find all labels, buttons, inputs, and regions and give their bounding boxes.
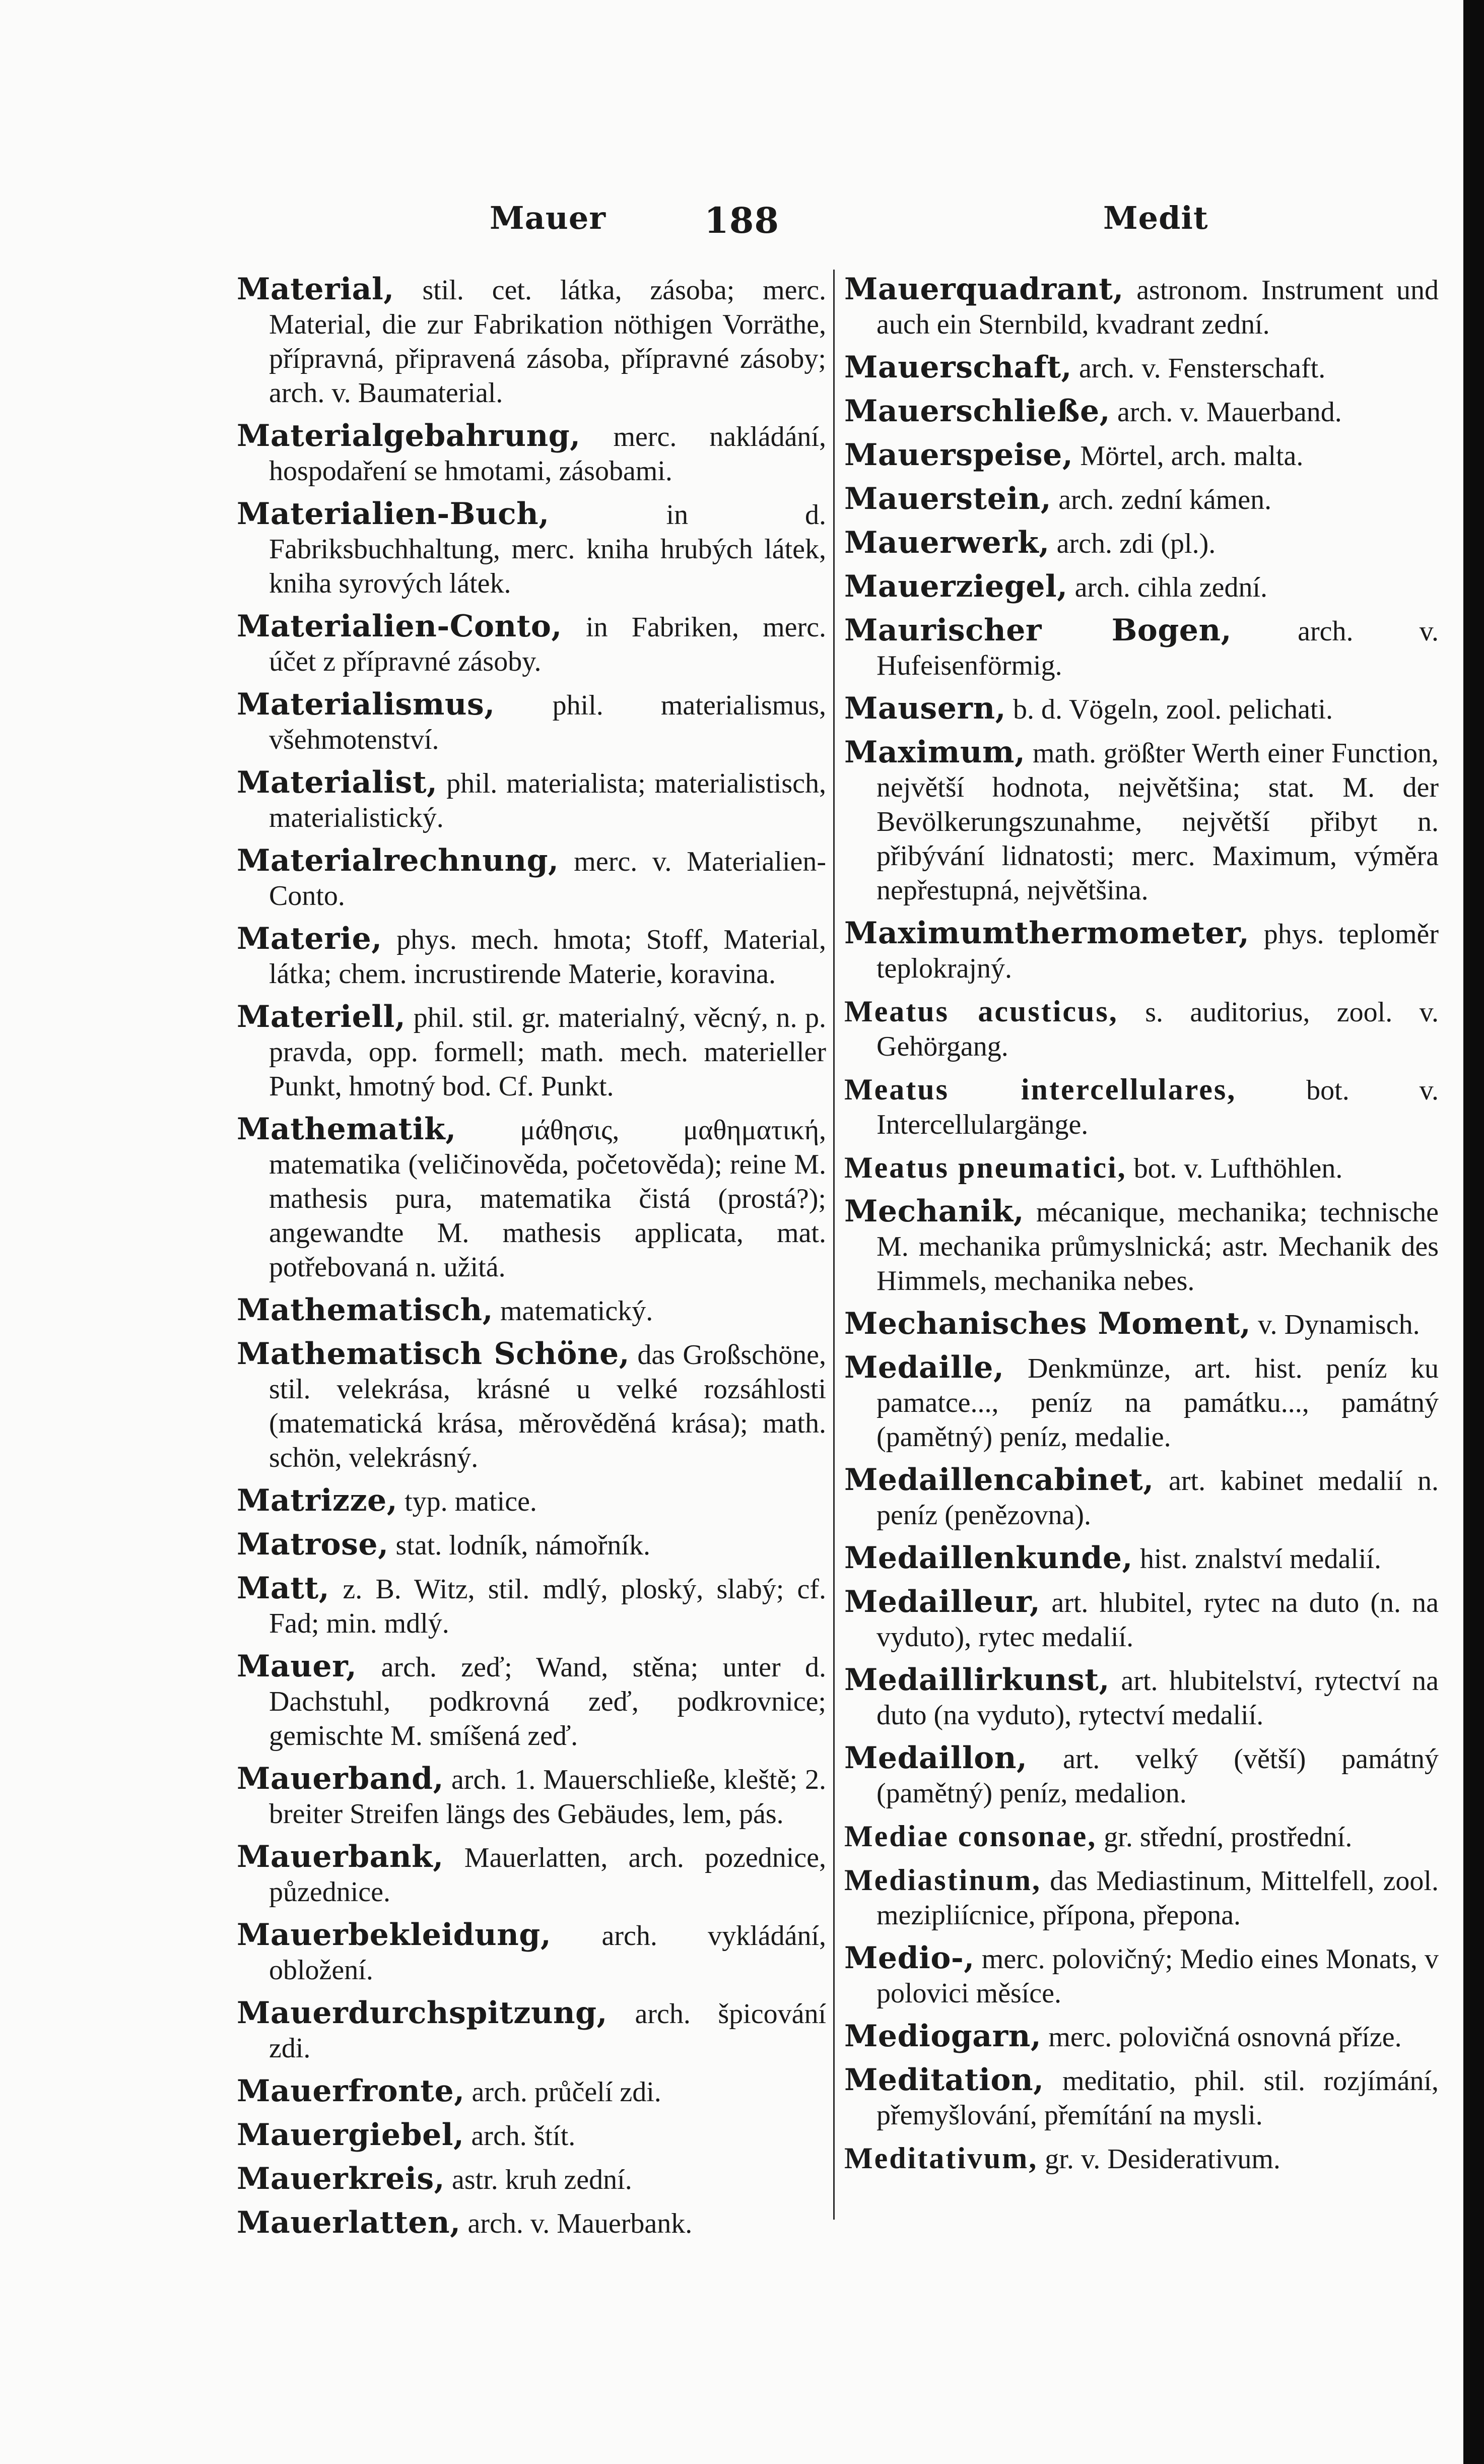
definition: art. kabinet medalií n. peníz (penězovna). bbox=[876, 1465, 1439, 1531]
definition: merc. v. Materialien-Conto. bbox=[269, 846, 827, 912]
definition: gr. v. Desiderativum. bbox=[1045, 2144, 1280, 2175]
headword: Medailleur, bbox=[844, 1584, 1041, 1619]
definition: typ. matice. bbox=[404, 1486, 537, 1517]
dictionary-entry bbox=[237, 1000, 826, 1104]
definition: merc. nakládání, hospodaření se hmotami, zásobami. bbox=[269, 421, 826, 487]
definition: arch. zeď; Wand, stěna; unter d. Dachstuhl, podkrovná zeď, podkrovnice; gemischte M. smíšená zeď. bbox=[269, 1652, 827, 1752]
headword: Mediastinum, bbox=[844, 1863, 1042, 1897]
headword: Mauerstein, bbox=[844, 481, 1052, 516]
definition: math. größter Werth einer Function, největší hodnota, největšina; stat. M. der Bevölkerungszunahme, největší přibyt n. přibývání lidnatosti; merc. Maximum, výměra nepřestupná, největšina. bbox=[876, 738, 1439, 906]
dictionary-entry bbox=[237, 2206, 826, 2241]
headword: Matrizze, bbox=[237, 1483, 398, 1518]
definition: arch. zední kámen. bbox=[1058, 484, 1272, 515]
headword: Mauerschaft, bbox=[844, 350, 1072, 385]
dictionary-entry bbox=[844, 1541, 1439, 1576]
definition: astr. kruh zední. bbox=[452, 2164, 632, 2195]
definition: μάθησις, μαθηματική, matematika (veličinověda, početověda); reine M. mathesis pura, matematika čistá (prostá?); angewandte M. mathesis applicata, mat. potřebovaná n. užitá. bbox=[269, 1115, 827, 1283]
column-divider bbox=[833, 270, 835, 2220]
headword: Mathematisch Schöne, bbox=[237, 1336, 630, 1372]
headword: Medaillencabinet, bbox=[844, 1462, 1154, 1498]
headword: Materialgebahrung, bbox=[237, 418, 581, 453]
definition: arch. cihla zední. bbox=[1074, 572, 1268, 603]
dictionary-entry bbox=[844, 482, 1439, 517]
definition: arch. špicování zdi. bbox=[269, 1998, 826, 2064]
dictionary-entry bbox=[237, 765, 826, 835]
definition: phys. mech. hmota; Stoff, Material, látka; chem. incrustirende Materie, koravina. bbox=[269, 924, 827, 990]
definition: meditatio, phil. stil. rozjímání, přemyšlování, přemítání na mysli. bbox=[876, 2065, 1439, 2131]
running-head-right: Medit bbox=[1103, 200, 1208, 236]
headword: Medio-, bbox=[844, 1940, 975, 1976]
dictionary-entry bbox=[844, 1663, 1439, 1732]
definition: z. B. Witz, stil. mdlý, ploský, slabý; cf. Fad; min. mdlý. bbox=[269, 1574, 826, 1639]
definition: arch. v. Hufeisenförmig. bbox=[876, 616, 1439, 681]
headword: Mechanisches Moment, bbox=[844, 1306, 1251, 1341]
definition: arch. zdi (pl.). bbox=[1056, 528, 1216, 559]
headword: Maximum, bbox=[844, 735, 1026, 770]
dictionary-entry bbox=[844, 2063, 1439, 2132]
definition: phys. teploměr teplokrajný. bbox=[876, 919, 1439, 984]
dictionary-entry bbox=[844, 1941, 1439, 2011]
page-number: 188 bbox=[704, 200, 780, 241]
definition: arch. štít. bbox=[471, 2120, 576, 2152]
headword: Materiell, bbox=[237, 999, 406, 1034]
headword: Mathematik, bbox=[237, 1112, 456, 1147]
dictionary-entry bbox=[844, 2019, 1439, 2054]
headword: Matrose, bbox=[237, 1527, 389, 1562]
headword: Mauergiebel, bbox=[237, 2117, 464, 2153]
dictionary-entry bbox=[237, 497, 826, 601]
definition: Mauerlatten, arch. pozednice, půzednice. bbox=[269, 1842, 826, 1908]
definition: hist. znalství medalií. bbox=[1139, 1543, 1381, 1575]
headword: Mauerkreis, bbox=[237, 2161, 445, 2196]
headword: Mauerquadrant, bbox=[844, 272, 1124, 307]
dictionary-entry bbox=[844, 1072, 1439, 1142]
headword: Mauerschließe, bbox=[844, 394, 1111, 429]
dictionary-entry bbox=[237, 687, 826, 757]
definition: arch. vykládání, obložení. bbox=[269, 1920, 827, 1986]
headword: Materialist, bbox=[237, 765, 438, 800]
definition: stat. lodník, námořník. bbox=[395, 1530, 650, 1561]
headword: Matt, bbox=[237, 1571, 330, 1606]
headword: Mauerbekleidung, bbox=[237, 1917, 552, 1953]
dictionary-entry bbox=[844, 1150, 1439, 1186]
dictionary-entry bbox=[237, 272, 826, 410]
dictionary-entry bbox=[844, 394, 1439, 429]
headword: Meatus pneumatici, bbox=[844, 1151, 1127, 1184]
left-column bbox=[237, 272, 826, 2249]
dictionary-entry bbox=[844, 569, 1439, 605]
dictionary-entry bbox=[844, 350, 1439, 385]
dictionary-entry bbox=[237, 609, 826, 679]
definition: merc. polovičná osnovná příze. bbox=[1048, 2022, 1402, 2053]
dictionary-entry bbox=[844, 613, 1439, 683]
definition: matematický. bbox=[500, 1295, 653, 1327]
dictionary-entry bbox=[844, 1463, 1439, 1532]
dictionary-entry bbox=[237, 1571, 826, 1641]
definition: arch. 1. Mauerschließe, kleště; 2. breiter Streifen längs des Gebäudes, lem, pás. bbox=[269, 1764, 826, 1830]
definition: arch. v. Fensterschaft. bbox=[1078, 353, 1326, 384]
headword: Meditation, bbox=[844, 2062, 1044, 2098]
definition: art. velký (větší) památný (pamětný) peníz, medalion. bbox=[876, 1743, 1439, 1809]
dictionary-entry bbox=[237, 1337, 826, 1475]
dictionary-entry bbox=[844, 735, 1439, 907]
headword: Mauerlatten, bbox=[237, 2205, 461, 2240]
definition: gr. střední, prostřední. bbox=[1104, 1822, 1353, 1853]
headword: Mauerziegel, bbox=[844, 569, 1068, 604]
headword: Material, bbox=[237, 272, 394, 307]
dictionary-entry bbox=[237, 2118, 826, 2153]
definition: v. Dynamisch. bbox=[1258, 1309, 1420, 1340]
headword: Mechanik, bbox=[844, 1194, 1024, 1229]
definition: bot. v. Lufthöhlen. bbox=[1133, 1153, 1343, 1184]
definition: arch. v. Mauerbank. bbox=[467, 2208, 693, 2239]
definition: phil. stil. gr. materialný, věcný, n. p. pravda, opp. formell; math. mech. materieller Punkt, hmotný bod. Cf. Punkt. bbox=[269, 1002, 826, 1102]
headword: Meatus intercellulares, bbox=[844, 1073, 1237, 1106]
headword: Mediae consonae, bbox=[844, 1820, 1097, 1853]
dictionary-entry bbox=[237, 1649, 826, 1753]
dictionary-entry bbox=[844, 1585, 1439, 1654]
definition: arch. průčelí zdi. bbox=[471, 2077, 661, 2108]
dictionary-entry bbox=[237, 419, 826, 488]
headword: Materialismus, bbox=[237, 687, 495, 722]
dictionary-entry bbox=[844, 1350, 1439, 1454]
dictionary-entry bbox=[844, 691, 1439, 727]
dictionary-entry bbox=[237, 1527, 826, 1563]
dictionary-entry bbox=[237, 1762, 826, 1831]
dictionary-entry bbox=[237, 1840, 826, 1909]
definition: mécanique, mechanika; technische M. mechanika průmyslnická; astr. Mechanik des Himmels, mechanika nebes. bbox=[876, 1197, 1439, 1296]
headword: Mauerbank, bbox=[237, 1839, 444, 1874]
definition: phil. materialista; materialistisch, materialistický. bbox=[269, 768, 826, 833]
headword: Meatus acusticus, bbox=[844, 995, 1118, 1028]
dictionary-entry bbox=[844, 272, 1439, 342]
headword: Medaillenkunde, bbox=[844, 1540, 1133, 1576]
headword: Mauerspeise, bbox=[844, 437, 1073, 473]
definition: bot. v. Intercellulargänge. bbox=[876, 1075, 1439, 1140]
dictionary-entry bbox=[237, 1112, 826, 1284]
headword: Meditativum, bbox=[844, 2142, 1038, 2175]
dictionary-entry bbox=[237, 2162, 826, 2197]
definition: in d. Fabriksbuchhaltung, merc. kniha hrubých látek, kniha syrových látek. bbox=[269, 499, 827, 599]
headword: Mauerdurchspitzung, bbox=[237, 1995, 608, 2031]
headword: Materialien-Conto, bbox=[237, 609, 562, 644]
headword: Mausern, bbox=[844, 691, 1006, 726]
dictionary-entry bbox=[237, 1996, 826, 2065]
page-edge-shadow bbox=[1463, 0, 1484, 2464]
definition: Denkmünze, art. hist. peníz ku pamatce..., peníz na památku..., památný (pamětný) peníz, medalie. bbox=[876, 1353, 1439, 1453]
headword: Materialrechnung, bbox=[237, 843, 559, 878]
headword: Medaillon, bbox=[844, 1740, 1028, 1776]
definition: merc. polovičný; Medio eines Monats, v polovici měsíce. bbox=[876, 1943, 1439, 2009]
headword: Mauer, bbox=[237, 1649, 357, 1684]
running-head-left: Mauer bbox=[490, 200, 606, 236]
definition: s. auditorius, zool. v. Gehörgang. bbox=[876, 997, 1439, 1062]
dictionary-entry bbox=[237, 844, 826, 913]
dictionary-entry bbox=[844, 1307, 1439, 1342]
headword: Maurischer Bogen, bbox=[844, 613, 1232, 648]
headword: Mauerband, bbox=[237, 1761, 444, 1796]
headword: Mediogarn, bbox=[844, 2019, 1042, 2054]
definition: astronom. Instrument und auch ein Sternbild, kvadrant zední. bbox=[876, 275, 1439, 340]
definition: Mörtel, arch. malta. bbox=[1080, 440, 1304, 472]
definition: phil. materialismus, všehmotenství. bbox=[269, 690, 826, 755]
definition: b. d. Vögeln, zool. pelichati. bbox=[1013, 694, 1333, 725]
dictionary-entry bbox=[844, 438, 1439, 473]
dictionary-entry bbox=[844, 1741, 1439, 1810]
headword: Mauerwerk, bbox=[844, 525, 1050, 560]
definition: stil. cet. látka, zásoba; merc. Material, die zur Fabrikation nöthigen Vorräthe, přípravná, připravená zásoba, přípravné zásoby; arch. v. Baumaterial. bbox=[269, 275, 827, 409]
dictionary-entry bbox=[844, 1194, 1439, 1298]
dictionary-entry bbox=[844, 526, 1439, 561]
headword: Materialien-Buch, bbox=[237, 496, 550, 532]
right-column bbox=[844, 272, 1439, 2185]
headword: Maximumthermometer, bbox=[844, 916, 1250, 951]
dictionary-entry bbox=[844, 916, 1439, 986]
definition: art. hlubitelství, rytectví na duto (na vyduto), rytectví medalií. bbox=[876, 1665, 1439, 1731]
dictionary-entry bbox=[237, 1483, 826, 1519]
definition: art. hlubitel, rytec na duto (n. na vyduto), rytec medalií. bbox=[876, 1587, 1439, 1653]
definition: das Mediastinum, Mittelfell, zool. mezipliícnice, přípona, přepona. bbox=[876, 1865, 1439, 1931]
dictionary-entry bbox=[237, 1918, 826, 1987]
headword: Mathematisch, bbox=[237, 1292, 493, 1328]
definition: das Großschöne, stil. velekrása, krásné u velké rozsáhlosti (matematická krása, měrověděná krása); math. schön, velekrásný. bbox=[269, 1339, 826, 1473]
dictionary-entry bbox=[844, 1863, 1439, 1932]
dictionary-entry bbox=[237, 1293, 826, 1328]
headword: Materie, bbox=[237, 921, 382, 956]
dictionary-entry bbox=[844, 2141, 1439, 2176]
headword: Medaille, bbox=[844, 1350, 1004, 1385]
definition: in Fabriken, merc. účet z přípravné zásoby. bbox=[269, 612, 827, 677]
dictionary-entry bbox=[844, 1819, 1439, 1854]
headword: Mauerfronte, bbox=[237, 2073, 465, 2109]
headword: Medaillirkunst, bbox=[844, 1662, 1110, 1698]
definition: arch. v. Mauerband. bbox=[1117, 397, 1342, 428]
dictionary-entry bbox=[237, 922, 826, 991]
dictionary-entry bbox=[237, 2074, 826, 2109]
dictionary-entry bbox=[844, 994, 1439, 1064]
